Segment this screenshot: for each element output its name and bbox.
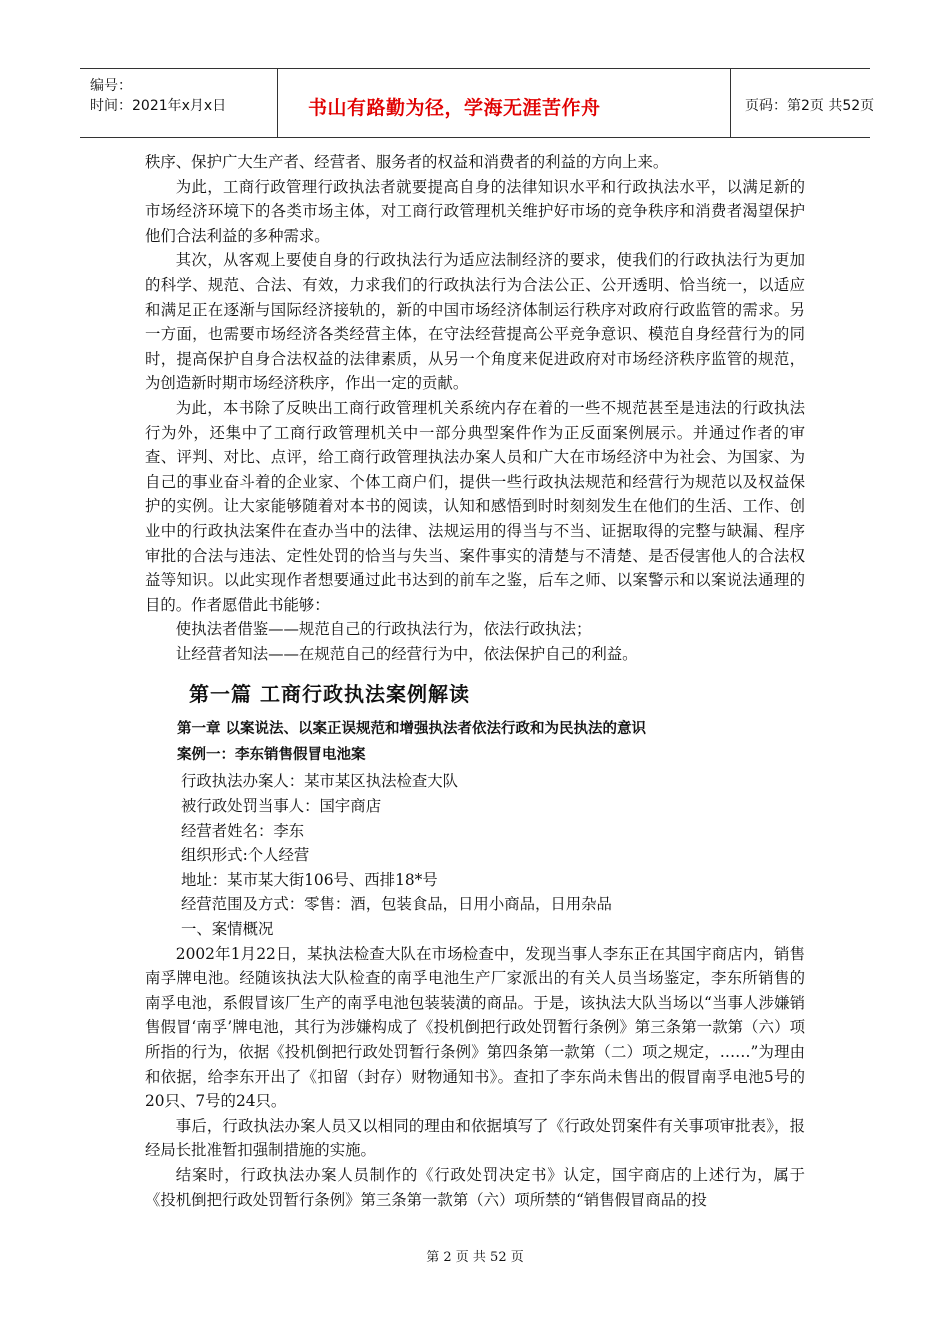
paragraph: 使执法者借鉴——规范自己的行政执法行为，依法行政执法； [175,620,592,639]
case-info-line: 经营者姓名：李东 [181,821,305,840]
case-info-line: 经营范围及方式：零售：酒，包装食品，日用小商品，日用杂品 [181,895,612,914]
header-motto: 书山有路勤为径，学海无涯苦作舟 [308,97,601,119]
document-number-label: 编号： [90,78,132,94]
paragraph: 为此，本书除了反映出工商行政管理机关系统内存在着的一些不规范甚至是违法的行政执法行为外，还集中了工商行政管理机关中一部分典型案件作为正反面案例展示。并通过作者的审查、评判、对比、点评，给工商行政管理执法办案人员和广大在市场经济中为社会、为国家、为自己的事业奋斗着的企业家、个体工商户们，提供一些行政执法规范和经营行为规范以及权益保护的实例。让大家能够随着对本书的阅读，认知和感悟到时时刻刻发生在他们的生活、工作、创业中的行政执法案件在查办当中的法律、法规运用的得当与不当、证据取得的完整与缺漏、程序审批的合法与违法、定性处罚的恰当与失当、案件事实的清楚与不清楚、是否侵害他人的合法权益等知识。以此实现作者想要通过此书达到的前车之鉴，后车之师、以案警示和以案说法通理的目的。作者愿借此书能够： [145,398,805,614]
header-page-info: 页码：第2页 共52页 [745,98,875,114]
page-footer [0,1246,950,1265]
chapter-title: 第一章 以案说法、以案正误规范和增强执法者依法行政和为民执法的意识 [177,721,647,738]
document-time-label: 时间：2021年x月x日 [90,98,227,114]
header-meta-cell [80,69,278,137]
case-info-line: 地址：某市某大街106号、西排18*号 [181,870,438,889]
case-title: 案例一：李东销售假冒电池案 [177,747,366,764]
case-info-line: 被行政处罚当事人：国宇商店 [181,797,382,816]
document-body [145,150,805,1212]
part-title: 第一篇 工商行政执法案例解读 [189,682,470,707]
footer-page-number: 第 2 页 共 52 页 [426,1250,524,1265]
header-page-cell [731,69,875,137]
paragraph: 为此，工商行政管理行政执法者就要提高自身的法律知识水平和行政执法水平，以满足新的市场经济环境下的各类市场主体，对工商行政管理机关维护好市场的竞争秩序和消费者渴望保护他们合法利益的多种需求。 [145,177,805,245]
case-info-line: 组织形式:个人经营 [181,846,310,865]
paragraph: 秩序、保护广大生产者、经营者、服务者的权益和消费者的利益的方向上来。 [145,153,669,171]
paragraph: 结案时，行政执法办案人员制作的《行政处罚决定书》认定，国宇商店的上述行为，属于《投机倒把行政处罚暂行条例》第三条第一款第（六）项所禁的“销售假冒商品的投 [145,1165,805,1209]
paragraph: 事后，行政执法办案人员又以相同的理由和依据填写了《行政处罚案件有关事项审批表》，报经局长批准暂扣强制措施的实施。 [145,1116,805,1160]
paragraph: 其次，从客观上要使自身的行政执法行为适应法制经济的要求，使我们的行政执法行为更加的科学、规范、合法、有效，力求我们的行政执法行为合法公正、公开透明、恰当统一，以适应和满足正在逐渐与国际经济接轨的，新的中国市场经济体制运行秩序对政府行政监管的需求。另一方面，也需要市场经济各类经营主体，在守法经营提高公平竞争意识、模范自身经营行为的同时，提高保护自身合法权益的法律素质，从另一个角度来促进政府对市场经济秩序监管的规范，为创造新时期市场经济秩序，作出一定的贡献。 [145,251,805,393]
page-header [80,68,875,138]
paragraph: 2002年1月22日，某执法检查大队在市场检查中，发现当事人李东正在其国宇商店内，销售南孚牌电池。经随该执法大队检查的南孚电池生产厂家派出的有关人员当场鉴定，李东所销售的南孚电池，系假冒该厂生产的南孚电池包装装潢的商品。于是，该执法大队当场以“当事人涉嫌销售假冒‘南孚’牌电池，其行为涉嫌构成了《投机倒把行政处罚暂行条例》第三条第一款第（六）项所指的行为，依据《投机倒把行政处罚暂行条例》第四条第一款第（二）项之规定，……”为理由和依据，给李东开出了《扣留（封存）财物通知书》。查扣了李东尚未售出的假冒南孚电池5号的20只、7号的24只。 [145,944,805,1111]
case-info-line: 行政执法办案人：某市某区执法检查大队 [181,772,459,791]
header-motto-cell [278,69,731,137]
section-heading: 一、案情概况 [181,920,274,939]
paragraph: 让经营者知法——在规范自己的经营行为中，依法保护自己的利益。 [175,644,638,663]
